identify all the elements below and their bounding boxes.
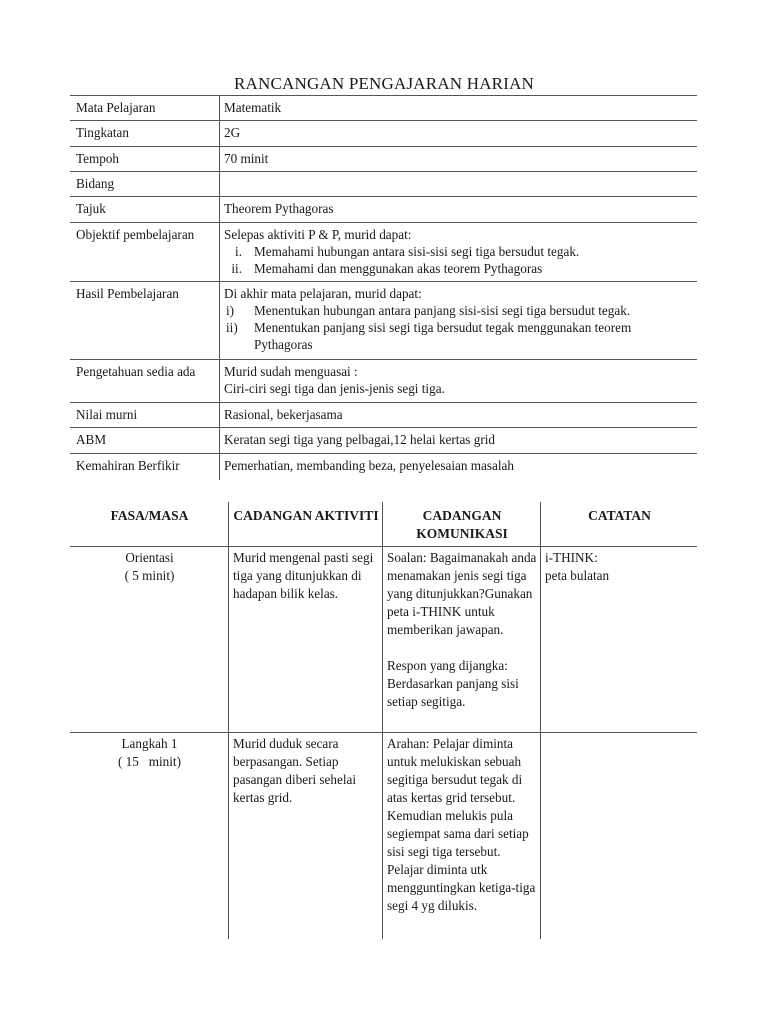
cell-aktiviti: Murid duduk secara berpasangan. Setiap pasangan diberi sehelai kertas grid.: [228, 733, 382, 939]
fasa-masa: ( 5 minit): [124, 568, 175, 583]
hasil-list: [224, 302, 693, 353]
row-tajuk: [70, 197, 697, 223]
table-row: [70, 546, 697, 732]
table-row: [70, 732, 697, 939]
list-item-number: ii): [226, 320, 238, 335]
label-mata-pelajaran: Mata Pelajaran: [76, 100, 156, 115]
value-tajuk: Theorem Pythagoras: [219, 197, 697, 222]
row-kemahiran: [70, 454, 697, 480]
label-nilai: Nilai murni: [76, 407, 138, 422]
row-nilai: [70, 403, 697, 428]
list-item-text: Memahami dan menggunakan akas teorem Pythagoras: [254, 261, 543, 276]
label-tempoh: Tempoh: [76, 151, 120, 166]
fasa-masa: ( 15 minit): [117, 754, 181, 769]
label-pengetahuan: Pengetahuan sedia ada: [76, 364, 196, 379]
list-item: [224, 243, 693, 260]
hasil-intro: Di akhir mata pelajaran, murid dapat:: [224, 286, 422, 301]
fasa-name: Langkah 1: [121, 736, 178, 751]
label-abm: ABM: [76, 432, 107, 447]
value-nilai: Rasional, bekerjasama: [219, 403, 697, 427]
value-tempoh: 70 minit: [219, 147, 697, 171]
list-item-number: ii.: [231, 261, 242, 276]
catatan-line-2: peta bulatan: [545, 568, 610, 583]
row-abm: [70, 428, 697, 454]
header-catatan: CATATAN: [540, 502, 697, 546]
komunikasi-soalan: Soalan: Bagaimanakah anda menamakan jenis segi tiga yang ditunjukkan?Gunakan peta i-THINK untuk memberikan jawapan.: [387, 550, 537, 637]
row-hasil: [70, 282, 697, 360]
header-cadangan-aktiviti: CADANGAN AKTIVITI: [228, 502, 382, 546]
cell-komunikasi: Arahan: Pelajar diminta untuk melukiskan sebuah segitiga bersudut tegak di atas kertas grid tersebut. Kemudian melukis pula segiempat sama dari setiap sisi segi tiga tersebut. Pelajar diminta utk mengguntingkan ketiga-tiga segi 4 yg dilukis.: [382, 733, 540, 939]
cell-catatan: [540, 547, 697, 732]
label-kemahiran: Kemahiran Berfikir: [76, 458, 180, 473]
list-item-number: i): [226, 303, 235, 318]
value-bidang: [219, 172, 697, 196]
cell-catatan: [540, 733, 697, 939]
value-tingkatan: 2G: [219, 121, 697, 146]
value-pengetahuan: [219, 360, 697, 402]
list-item-text: Menentukan hubungan antara panjang sisi-sisi segi tiga bersudut tegak.: [254, 303, 631, 318]
label-bidang: Bidang: [76, 176, 115, 191]
list-item: [224, 319, 693, 353]
list-item: [224, 302, 693, 319]
pengetahuan-line-2: Ciri-ciri segi tiga dan jenis-jenis segi tiga.: [224, 381, 445, 396]
list-item-text: Memahami hubungan antara sisi-sisi segi tiga bersudut tegak.: [254, 244, 580, 259]
list-item-number: i.: [235, 244, 242, 259]
value-objektif: [219, 223, 697, 281]
value-abm: Keratan segi tiga yang pelbagai,12 helai kertas grid: [219, 428, 697, 453]
row-objektif: [70, 223, 697, 282]
lesson-header-row: [70, 502, 697, 546]
header-fasa-masa: FASA/MASA: [110, 508, 189, 523]
cell-fasa: [70, 547, 228, 732]
cell-komunikasi: [382, 547, 540, 732]
cell-aktiviti: Murid mengenal pasti segi tiga yang ditunjukkan di hadapan bilik kelas.: [228, 547, 382, 732]
page-title: RANCANGAN PENGAJARAN HARIAN: [233, 74, 535, 93]
komunikasi-respon: Respon yang dijangka: Berdasarkan panjang sisi setiap segitiga.: [387, 658, 519, 709]
pengetahuan-line-1: Murid sudah menguasai :: [224, 364, 358, 379]
value-mata-pelajaran: Matematik: [219, 96, 697, 120]
cell-fasa: [70, 733, 228, 939]
list-item: [224, 260, 693, 277]
row-tempoh: [70, 147, 697, 172]
objektif-intro: Selepas aktiviti P & P, murid dapat:: [224, 227, 412, 242]
lesson-table: [70, 502, 697, 939]
header-cadangan-komunikasi: CADANGAN KOMUNIKASI: [382, 502, 540, 546]
label-objektif: Objektif pembelajaran: [76, 227, 195, 242]
value-kemahiran: Pemerhatian, membanding beza, penyelesaian masalah: [219, 454, 697, 480]
objektif-list: [224, 243, 693, 277]
value-hasil: [219, 282, 697, 359]
row-bidang: [70, 172, 697, 197]
row-mata-pelajaran: [70, 96, 697, 121]
label-tingkatan: Tingkatan: [76, 125, 130, 140]
fasa-name: Orientasi: [125, 550, 174, 565]
catatan-line-1: i-THINK:: [545, 550, 598, 565]
label-tajuk: Tajuk: [76, 201, 106, 216]
label-hasil: Hasil Pembelajaran: [76, 286, 179, 301]
row-tingkatan: [70, 121, 697, 147]
info-table: [70, 95, 697, 480]
list-item-text: Menentukan panjang sisi segi tiga bersudut tegak menggunakan teorem Pythagoras: [254, 320, 632, 352]
row-pengetahuan: [70, 360, 697, 403]
